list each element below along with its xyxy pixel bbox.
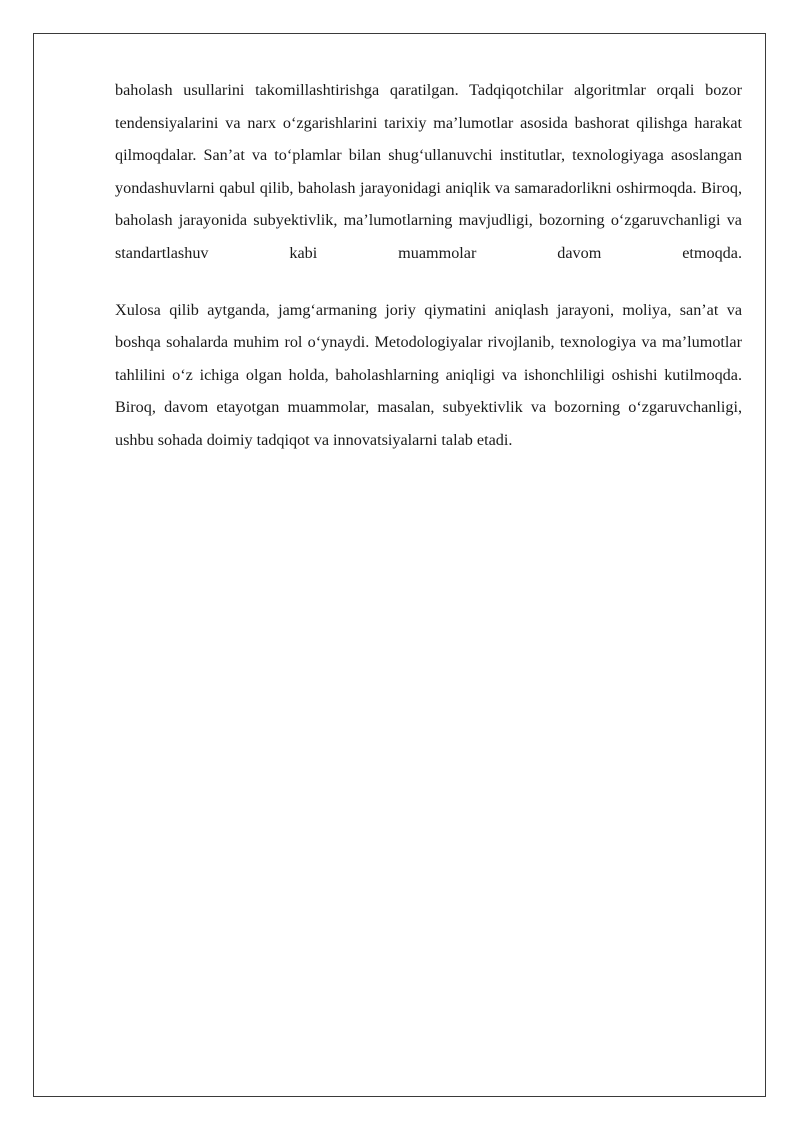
paragraph-valuation-methods: baholash usullarini takomillashtirishga qaratilgan. Tadqiqotchilar algoritmlar orqali bozor tendensiyalarini va narx o‘zgarishlarini tarixiy ma’lumotlar asosida bashorat qilishga harakat qilmoqdalar. San’at va to‘plamlar bilan shug‘ullanuvchi institutlar, texnologiyaga asoslangan yondashuvlarni qabul qilib, baholash jarayonidagi aniqlik va samaradorlikni oshirmoqda. Biroq, baholash jarayonida subyektivlik, ma’lumotlarning mavjudligi, bozorning o‘zgaruvchanligi va standartlashuv kabi muammolar davom etmoqda.: [115, 81, 742, 262]
document-body: [115, 74, 742, 457]
paragraph-spacer: [115, 270, 742, 294]
paragraph-conclusion: Xulosa qilib aytganda, jamg‘armaning joriy qiymatini aniqlash jarayoni, moliya, san’at va boshqa sohalarda muhim rol o‘ynaydi. Metodologiyalar rivojlanib, texnologiya va ma’lumotlar tahlilini o‘z ichiga olgan holda, baholashlarning aniqligi va ishonchliligi oshishi kutilmoqda. Biroq, davom etayotgan muammolar, masalan, subyektivlik va bozorning o‘zgaruvchanligi, ushbu sohada doimiy tadqiqot va innovatsiyalarni talab etadi.: [115, 300, 742, 449]
